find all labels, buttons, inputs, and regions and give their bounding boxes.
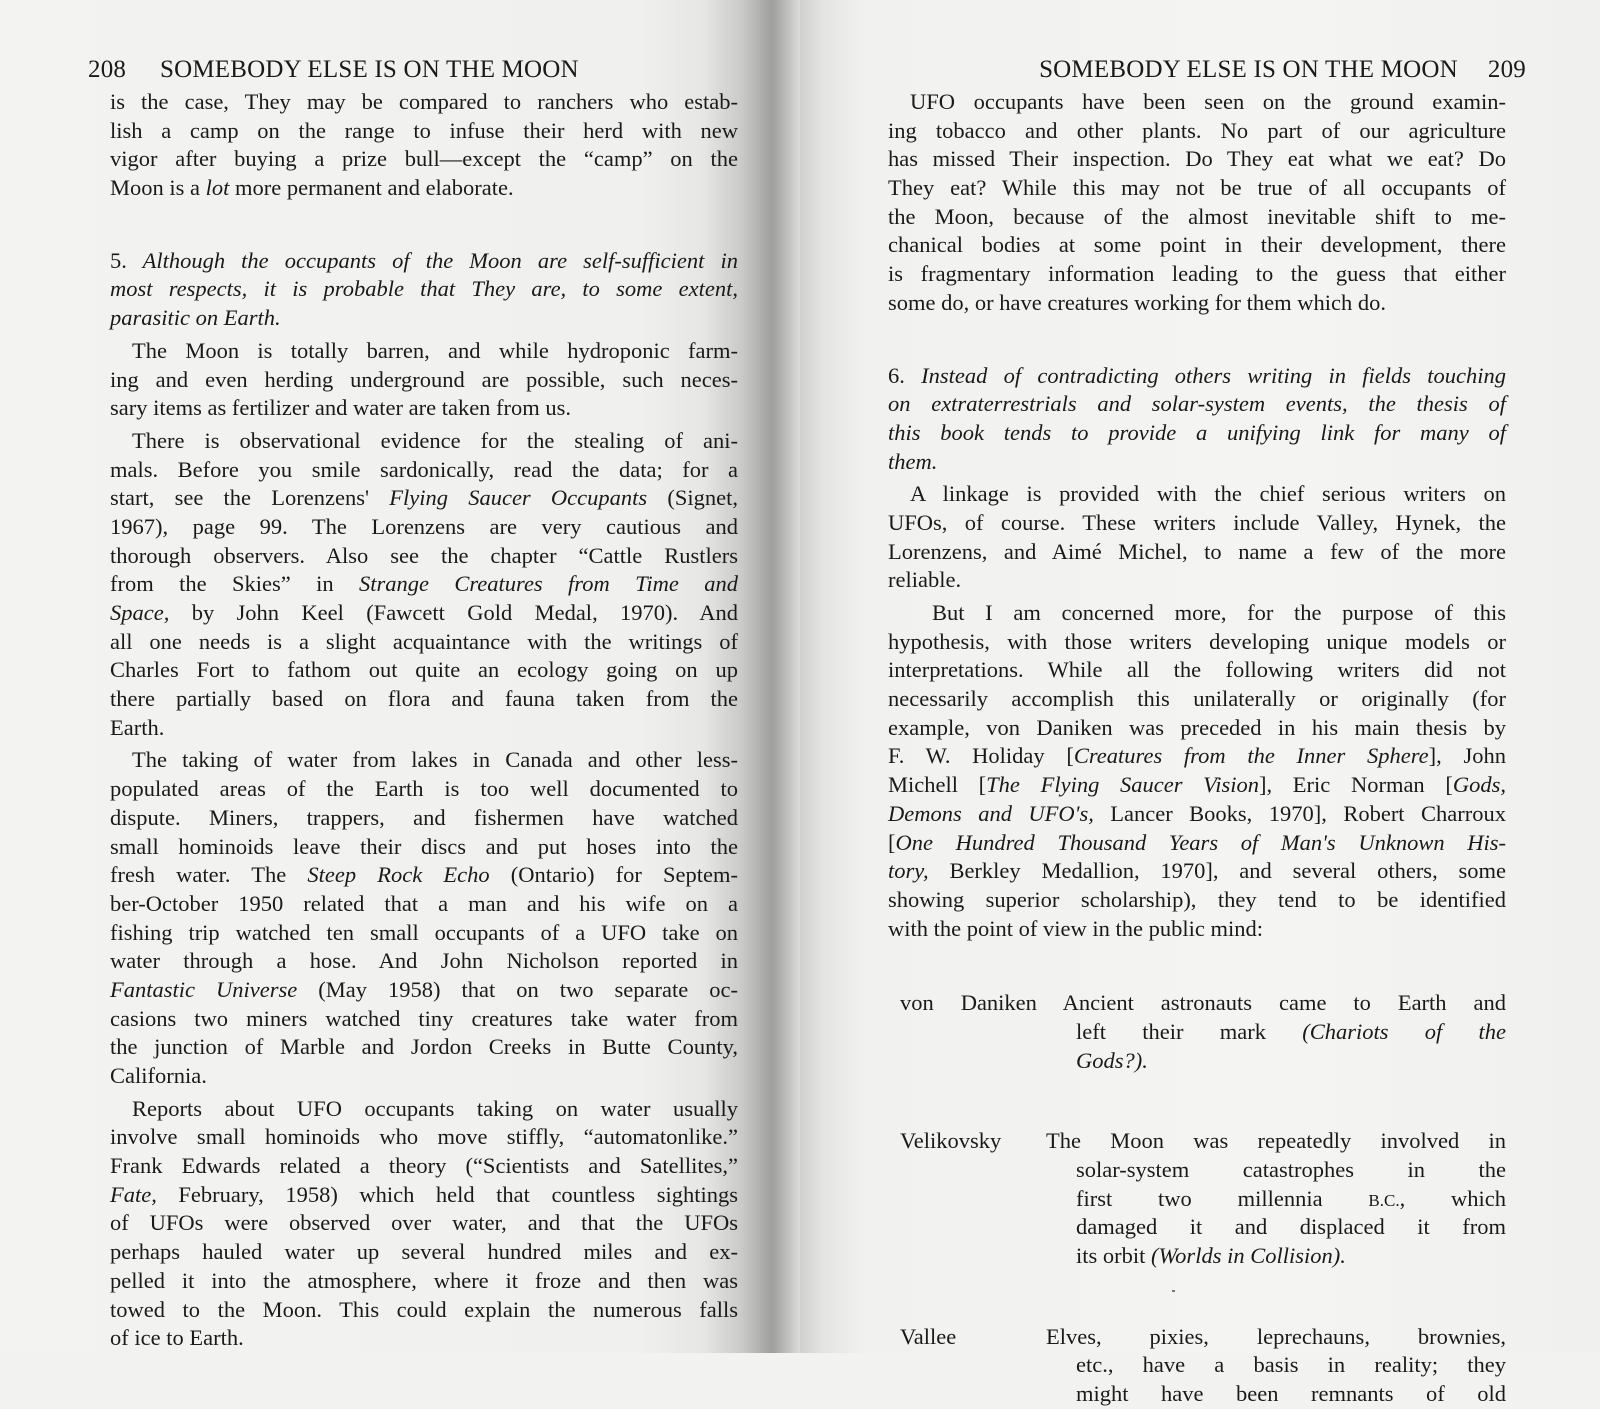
text-line: UFO occupants have been seen on the ground examin- bbox=[910, 89, 1506, 114]
text-line: sary items as fertilizer and water are taken from us. bbox=[110, 395, 572, 421]
running-head-right bbox=[888, 54, 1526, 86]
definition-vallee bbox=[888, 1323, 1506, 1409]
numbered-point-6 bbox=[888, 362, 1506, 477]
text-line: there partially based on flora and fauna taken from the bbox=[110, 686, 738, 712]
text-line: ing tobacco and other plants. No part of our agriculture bbox=[888, 117, 1506, 143]
text-line: Fantastic Universe (May 1958) that on two separate oc- bbox=[110, 976, 738, 1002]
left-page bbox=[0, 0, 800, 1353]
right-page-content bbox=[888, 54, 1526, 1409]
text-line: von Daniken Ancient astronauts came to Earth and bbox=[900, 990, 1506, 1016]
text-line: might have been remnants of old bbox=[1076, 1381, 1506, 1407]
text-line: start, see the Lorenzens' Flying Saucer Occupants (Signet, bbox=[110, 485, 739, 511]
text-line: Fate, February, 1958) which held that countless sightings bbox=[110, 1181, 738, 1207]
text-line: with the point of view in the public mind: bbox=[888, 915, 1263, 941]
page-number: 208 bbox=[88, 56, 127, 83]
text-line: hypothesis, with those writers developing unique models or bbox=[888, 628, 1506, 654]
paragraph bbox=[888, 88, 1506, 318]
numbered-point-5 bbox=[110, 247, 738, 333]
text-line: example, von Daniken was preceded in his main thesis by bbox=[888, 714, 1506, 740]
text-line: water through a hose. And John Nicholson reported in bbox=[110, 948, 738, 974]
paragraph bbox=[110, 1095, 738, 1353]
writers-definition-list bbox=[888, 989, 1506, 1409]
definition-von-daniken bbox=[888, 989, 1506, 1075]
text-line: Demons and UFO's, Lancer Books, 1970], Robert Charroux bbox=[888, 800, 1506, 826]
text-line: of UFOs were observed over water, and that the UFOs bbox=[110, 1210, 738, 1236]
text-line: perhaps hauled water up several hundred miles and ex- bbox=[110, 1239, 738, 1265]
paragraph bbox=[888, 480, 1506, 595]
text-line: most respects, it is probable that They are, to some extent, bbox=[110, 276, 738, 302]
text-line: this book tends to provide a unifying link for many of bbox=[888, 419, 1506, 445]
text-line: etc., have a basis in reality; they bbox=[1076, 1352, 1506, 1378]
definition-term: von Daniken bbox=[900, 990, 1037, 1016]
text-line: thorough observers. Also see the chapter “Cattle Rustlers bbox=[110, 542, 738, 568]
text-line: ing and even herding underground are possible, such neces- bbox=[110, 366, 738, 392]
text-line: The taking of water from lakes in Canada and other less- bbox=[132, 747, 738, 773]
paragraph bbox=[110, 88, 738, 203]
text-line: has missed Their inspection. Do They eat what we eat? Do bbox=[888, 146, 1506, 172]
text-line: parasitic on Earth. bbox=[110, 305, 281, 331]
book-title: SOMEBODY ELSE IS ON THE MOON bbox=[1039, 56, 1458, 83]
print-speck bbox=[1172, 1290, 1175, 1292]
text-line: Gods?). bbox=[1076, 1047, 1148, 1073]
text-line: 6. Instead of contradicting others writing in fields touching bbox=[888, 362, 1507, 388]
text-line: Moon is a lot more permanent and elaborate. bbox=[110, 175, 514, 201]
text-line: Vallee Elves, pixies, leprechauns, brownies, bbox=[888, 1323, 1506, 1352]
definition-term: Vallee bbox=[900, 1323, 957, 1349]
text-line: tory, Berkley Medallion, 1970], and several others, some bbox=[888, 858, 1506, 884]
text-line: Reports about UFO occupants taking on water usually bbox=[132, 1095, 738, 1121]
text-line: Frank Edwards related a theory (“Scientists and Satellites,” bbox=[110, 1153, 738, 1179]
text-line: on extraterrestrials and solar-system events, the thesis of bbox=[888, 391, 1506, 417]
text-line: vigor after buying a prize bull—except the “camp” on the bbox=[110, 146, 738, 172]
text-line: But I am concerned more, for the purpose of this bbox=[932, 600, 1506, 625]
text-line: The Moon is totally barren, and while hydroponic farm- bbox=[132, 337, 738, 363]
book-title: SOMEBODY ELSE IS ON THE MOON bbox=[160, 56, 579, 83]
definition-term: Velikovsky bbox=[900, 1128, 1002, 1154]
text-line: involve small hominoids who move stiffly, “automatonlike.” bbox=[110, 1124, 738, 1150]
text-line: California. bbox=[110, 1063, 207, 1088]
running-head-left bbox=[88, 54, 738, 86]
text-line: some do, or have creatures working for them which do. bbox=[888, 289, 1386, 315]
text-line: small hominoids leave their discs and put hoses into the bbox=[110, 833, 738, 859]
text-line: lish a camp on the range to infuse their herd with new bbox=[110, 117, 738, 143]
text-line: pelled it into the atmosphere, where it froze and then was bbox=[110, 1267, 738, 1293]
text-line: its orbit (Worlds in Collision). bbox=[1076, 1243, 1346, 1269]
text-line: populated areas of the Earth is too well documented to bbox=[110, 776, 738, 802]
text-line: interpretations. While all the following writers did not bbox=[888, 657, 1506, 683]
text-line: F. W. Holiday [Creatures from the Inner Sphere], John bbox=[888, 743, 1506, 769]
text-line: showing superior scholarship), they tend to be identified bbox=[888, 886, 1506, 912]
text-line: Space, by John Keel (Fawcett Gold Medal, 1970). And bbox=[110, 600, 738, 625]
text-line: the Moon, because of the almost inevitable shift to me- bbox=[888, 203, 1506, 229]
text-line: UFOs, of course. These writers include Valley, Hynek, the bbox=[888, 509, 1506, 535]
text-line: damaged it and displaced it from bbox=[1076, 1214, 1506, 1240]
text-line: 5. Although the occupants of the Moon are self-sufficient in bbox=[110, 247, 738, 273]
text-line: towed to the Moon. This could explain the numerous falls bbox=[110, 1296, 738, 1322]
text-line: [One Hundred Thousand Years of Man's Unknown His- bbox=[888, 829, 1506, 855]
text-line: is the case, They may be compared to ranchers who estab- bbox=[110, 89, 738, 114]
page-number: 209 bbox=[1487, 56, 1526, 83]
definition-velikovsky bbox=[888, 1127, 1506, 1270]
text-line: Velikovsky The Moon was repeatedly involved in bbox=[888, 1127, 1506, 1156]
left-page-content bbox=[88, 54, 739, 1353]
text-line: the junction of Marble and Jordon Creeks in Butte County, bbox=[110, 1034, 738, 1060]
text-line: fresh water. The Steep Rock Echo (Ontario) for Septem- bbox=[110, 862, 739, 888]
text-line: They eat? While this may not be true of all occupants of bbox=[888, 175, 1506, 201]
right-page bbox=[800, 0, 1600, 1407]
paragraph bbox=[110, 746, 738, 1090]
text-line: necessarily accomplish this unilaterally or originally (for bbox=[888, 686, 1506, 712]
text-line: Michell [The Flying Saucer Vision], Eric Norman [Gods, bbox=[888, 772, 1506, 798]
text-line: dispute. Miners, trappers, and fishermen have watched bbox=[110, 804, 738, 830]
text-line: them. bbox=[888, 448, 938, 474]
text-line: chanical bodies at some point in their development, there bbox=[888, 232, 1506, 258]
text-line: ber-October 1950 related that a man and his wife on a bbox=[110, 890, 738, 916]
text-line: A linkage is provided with the chief serious writers on bbox=[910, 481, 1506, 507]
text-line: Lorenzens, and Aimé Michel, to name a few of the more bbox=[888, 538, 1506, 564]
text-line: of ice to Earth. bbox=[110, 1325, 244, 1351]
text-line: from the Skies” in Strange Creatures from Time and bbox=[110, 571, 738, 597]
text-line: There is observational evidence for the stealing of ani- bbox=[132, 427, 738, 453]
text-line: reliable. bbox=[888, 567, 962, 593]
text-line: fishing trip watched ten small occupants of a UFO take on bbox=[110, 919, 738, 945]
text-line: casions two miners watched tiny creatures take water from bbox=[110, 1005, 738, 1031]
paragraph bbox=[110, 427, 738, 743]
text-line: left their mark (Chariots of the bbox=[1076, 1018, 1506, 1044]
text-line: 1967), page 99. The Lorenzens are very cautious and bbox=[110, 513, 738, 539]
text-line: Charles Fort to fathom out quite an ecology going on up bbox=[110, 657, 738, 683]
text-line: first two millennia B.C., which bbox=[1076, 1185, 1506, 1211]
text-line: solar-system catastrophes in the bbox=[1076, 1157, 1506, 1182]
text-line: is fragmentary information leading to the guess that either bbox=[888, 261, 1506, 287]
text-line: Earth. bbox=[110, 714, 165, 740]
text-line: mals. Before you smile sardonically, read the data; for a bbox=[110, 456, 738, 482]
paragraph bbox=[888, 599, 1506, 943]
text-line: all one needs is a slight acquaintance with the writings of bbox=[110, 628, 738, 654]
paragraph bbox=[110, 337, 738, 423]
